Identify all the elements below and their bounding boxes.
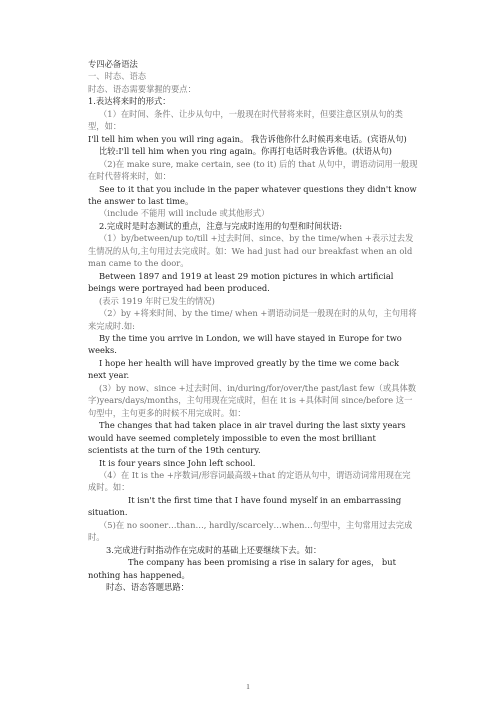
example-sentence: I hope her health will have improved greatly by the time we come back next year. — [88, 357, 400, 381]
paragraph: （5)在 no sooner…than…, hardly/scarcely…when…句型中，主句常用过去完成时。 — [88, 519, 413, 543]
example-sentence: The changes that had taken place in air travel during the last sixty years would have seemed completely impossible to even the most brilliant scientists at the turn of the 19th century. — [88, 420, 406, 456]
paragraph: (3）by now、since +过去时间、in/during/for/over/the past/last few（或具体数字)years/days/months，主句用现在完成时，但在 it is +具体时间 since/before 这一句型中，主句更多的时候不用完成时。如： — [88, 382, 417, 418]
note: （include 不能用 will include 或其他形式） — [99, 208, 270, 219]
paragraph: （1）在时间、条件、让步从句中，一般现在时代替将来时，但要注意区别从句的类型，如： — [88, 108, 403, 132]
section-heading: 一、时态、语态 — [88, 71, 147, 82]
example-sentence: I'll tell him when you will ring again。 我告诉他你什么时候再来电话。(宾语从句) — [88, 133, 407, 144]
example-sentence: By the time you arrive in London, we will have stayed in Europe for two weeks. — [88, 332, 402, 356]
page-number: 1 — [246, 683, 250, 691]
paragraph: 时态、语态需要掌握的要点： — [88, 83, 196, 94]
paragraph: （2）by +将来时间、by the time/ when +谓语动词是一般现在时的从句，主句用将来完成时.如: — [88, 308, 417, 331]
document-body — [88, 58, 418, 593]
subsection-heading: 1.表达将来时的形式： — [88, 96, 171, 107]
paragraph: （4）在 It is the +序数词/形容词最高级+that 的定语从句中，谓语动词常用现在完成时。如： — [88, 469, 411, 493]
section-heading: 时态、语态答题思路： — [106, 582, 189, 593]
note: (表示 1919 年时已发生的情况) — [99, 295, 215, 306]
paragraph: （2)在 make sure, make certain, see (to it) 后的 that 从句中，谓语动词用一般现在时代替将来时，如： — [88, 158, 418, 182]
example-sentence: Between 1897 and 1919 at least 29 motion pictures in which artificial beings were portrayed had been produced. — [88, 270, 394, 294]
subsection-heading: 3.完成进行时指动作在完成时的基础上还要继续下去。如： — [106, 544, 322, 555]
example-sentence: See to it that you include in the paper whatever questions they didn't know the answer to last time。 — [88, 183, 417, 206]
doc-title: 专四必备语法 — [88, 59, 138, 69]
example-sentence: The company has been promising a rise in salary for ages， but nothing has happened。 — [88, 557, 396, 580]
example-sentence: 比较:I'll tell him when you ring again。你再打电话时我告诉他。(状语从句) — [99, 146, 392, 157]
paragraph: （1）by/between/up to/till +过去时间、since、by the time/when +表示过去发生情况的从句,主句用过去完成时。如：We had just had our breakfast when an old man came to the door。 — [88, 233, 414, 269]
subsection-heading: 2.完成时是时态测试的重点，注意与完成时连用的句型和时间状语: — [99, 220, 343, 231]
example-sentence: It isn't the first time that I have found myself in an embarrassing situation. — [88, 494, 402, 518]
example-sentence: It is four years since John left school. — [99, 457, 256, 468]
